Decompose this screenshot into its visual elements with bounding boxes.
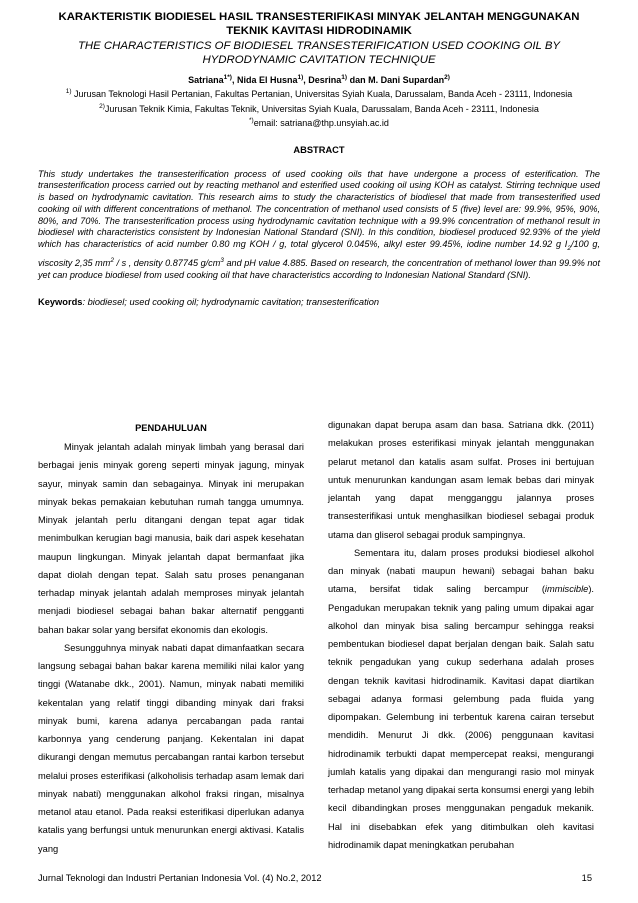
author-2-mark: 1)	[297, 74, 304, 81]
keywords-text: : biodiesel; used cooking oil; hydrodynamic cavitation; transesterification	[82, 296, 380, 307]
abstract-heading: ABSTRACT	[293, 144, 345, 155]
abstract-sub-1: 2	[567, 245, 571, 253]
author-2: , Nida El Husna	[231, 75, 298, 85]
right-paragraph-2	[328, 544, 594, 854]
abstract-body	[38, 169, 600, 282]
right-paragraph-2-italic: immiscible	[544, 584, 589, 595]
journal-citation: Jurnal Teknologi dan Industri Pertanian Indonesia Vol. (4) No.2, 2012	[38, 873, 322, 883]
right-paragraph-1: digunakan dapat berupa asam dan basa. Satriana dkk. (2011) melakukan proses esterifikasi minyak jelantah menggunakan pelarut metanol dan katalis asam sulfat. Proses ini bertujuan untuk menurunkan kandungan asam lemak bebas dari minyak jelantah yang dapat mengganggu jalannya proses transesterifikasi untuk menghasilkan biodiesel sebagai produk utama dan gliserol sebagai produk sampingnya.	[328, 420, 594, 540]
affiliation-2	[38, 101, 600, 116]
affiliation-1	[38, 86, 600, 101]
title-english: THE CHARACTERISTICS OF BIODIESEL TRANSESTERIFICATION USED COOKING OIL BY HYDRODYNAMIC CAVITATION TECHNIQUE	[77, 40, 561, 66]
keywords-label: Keywords	[38, 296, 83, 307]
abstract-sup-2: 3	[220, 256, 224, 264]
right-paragraph-2-a: Sementara itu, dalam proses produksi biodiesel alkohol dan minyak (nabati maupun hewani) sebagai bahan baku utama, bersifat tidak saling bercampur (	[328, 547, 594, 595]
abstract-text-1: This study undertakes the transesterification process of used cooking oils that have undergone a process of esterification. The transesterification process carried out by reacting methanol and esterified used cooking oil using KOH as catalyst. Stirring technique used is based on hydrodynamic cavitation. This research aims to study the characteristics of biodiesel that made from transesterified used cooking oil with different concentrations of methanol. The concentration of methanol used consists of 5 (five) level are: 99.9%, 95%, 90%, 80%, and 70%. The transesterification process using hydrodynamic cavitation technique with a 99.9% concentration of methanol result in biodiesel with characteristics consistent by Indonesian National Standard (SNI). In this condition, biodiesel produced 92.93% of the yield which has characteristics of acid number 0.80 mg KOH / g, total glycerol 0.045%, alkyl ester 99.45%, iodine number 14.92 g I	[38, 168, 600, 250]
left-paragraph-1: Minyak jelantah adalah minyak limbah yang berasal dari berbagai jenis minyak goreng seperti minyak jagung, minyak sayur, minyak samin dan sebagainya. Minyak ini merupakan minyak bekas pemakaian kebutuhan rumah tangga umumnya. Minyak jelantah perlu ditangani dengan tepat agar tidak menimbulkan kerugian bagi manusia, baik dari aspek kesehatan maupun lingkungan. Minyak jelantah dapat bermanfaat jika dapat diolah dengan tepat. Salah satu proses penanganan terhadap minyak jelantah adalah memproses minyak jelantah menjadi biodiesel sebagai bahan bakar alternatif pengganti bahan bakar solar yang bersifat ekonomis dan ekologis.	[38, 442, 304, 635]
left-paragraph-2: Sesungguhnya minyak nabati dapat dimanfaatkan secara langsung sebagai bahan bakar karena memiliki nilai kalor yang tinggi (Watanabe dkk., 2001). Namun, minyak nabati memiliki kekentalan yang relatif tinggi dibanding minyak dari fraksi minyak bumi, karena adanya percabangan pada rantai karbonnya yang cenderung panjang. Kekentalan ini dapat dikurangi dengan memutus percabangan rantai karbon tersebut melalui proses esterifikasi (alkoholisis terhadap asam lemak dari minyak nabati) menggunakan alkohol fraksi ringan, misalnya metanol atau etanol. Pada reaksi esterifikasi diperlukan adanya katalis yang berfungsi untuk menurunkan energi aktivasi. Katalis yang	[38, 642, 304, 854]
title-indonesian: KARAKTERISTIK BIODIESEL HASIL TRANSESTERIFIKASI MINYAK JELANTAH MENGGUNAKAN TEKNIK KAVITASI HIDRODINAMIK	[58, 11, 580, 37]
right-column	[328, 416, 594, 854]
affiliation-2-text: Jurusan Teknik Kimia, Fakultas Teknik, Universitas Syiah Kuala, Darussalam, Banda Aceh - 23111, Indonesia	[104, 103, 539, 114]
section-heading: PENDAHULUAN	[135, 423, 207, 433]
author-list	[38, 72, 600, 86]
author-4: dan M. Dani Supardan	[347, 75, 445, 85]
paper-header	[38, 10, 600, 308]
right-paragraph-2-b: ). Pengadukan merupakan teknik yang paling umum dipakai agar alkohol dan minyak bisa saling bercampur sehingga reaksi pembentukan biodiesel dapat berjalan dengan baik. Salah satu teknik pengadukan yang cukup sederhana adalah proses dengan teknik kavitasi hidrodinamik. Kavitasi dapat diartikan sebagai adanya formasi gelembung pada fluida yang dipompakan. Gelembung ini terbentuk karena cairan tersebut mendidih. Menurut Ji dkk. (2006) penggunaan kavitasi hidrodinamik terbukti dapat mempercepat reaksi, mengurangi jumlah katalis yang dipakai dan mengurangi rasio mol minyak terhadap metanol yang dipakai serta konsumsi energi yang lebih kecil dibandingkan proses menggunakan pengaduk mekanik. Hal ini disebabkan efek yang ditimbulkan oleh kavitasi hidrodinamik dapat meningkatkan perubahan	[328, 584, 594, 850]
email-text: email: satriana@thp.unsyiah.ac.id	[253, 118, 389, 128]
corresponding-email	[38, 115, 600, 130]
author-3-mark: 1)	[341, 74, 348, 81]
left-column	[38, 418, 304, 858]
author-4-mark: 2)	[444, 74, 450, 81]
email-mark: *)	[249, 117, 254, 124]
abstract-text-3: / s , density 0.87745 g/cm	[113, 257, 221, 268]
abstract-sup-1: 2	[110, 256, 114, 264]
affiliation-1-mark: 1)	[65, 88, 72, 95]
body-columns	[38, 418, 600, 858]
abstract-text-4: and pH value 4.885. Based on research, the concentration of methanol lower than 99.9% not yet can produce biodiesel from used cooking oil that have characteristics according to Indonesian National Standard (SNI).	[38, 257, 600, 280]
page-footer	[38, 873, 592, 883]
abstract-text-2: /100 g, viscosity 2,35 mm	[38, 239, 600, 268]
author-1-mark: 1*)	[223, 74, 232, 81]
affiliation-2-mark: 2)	[99, 102, 105, 110]
author-1: Satriana	[188, 75, 224, 85]
page-number: 15	[581, 873, 592, 883]
author-3: , Desrina	[303, 75, 342, 85]
keywords	[38, 296, 600, 308]
affiliation-1-text: Jurusan Teknologi Hasil Pertanian, Fakultas Pertanian, Universitas Syiah Kuala, Darussalam, Banda Aceh - 23111, Indonesia	[71, 89, 573, 99]
